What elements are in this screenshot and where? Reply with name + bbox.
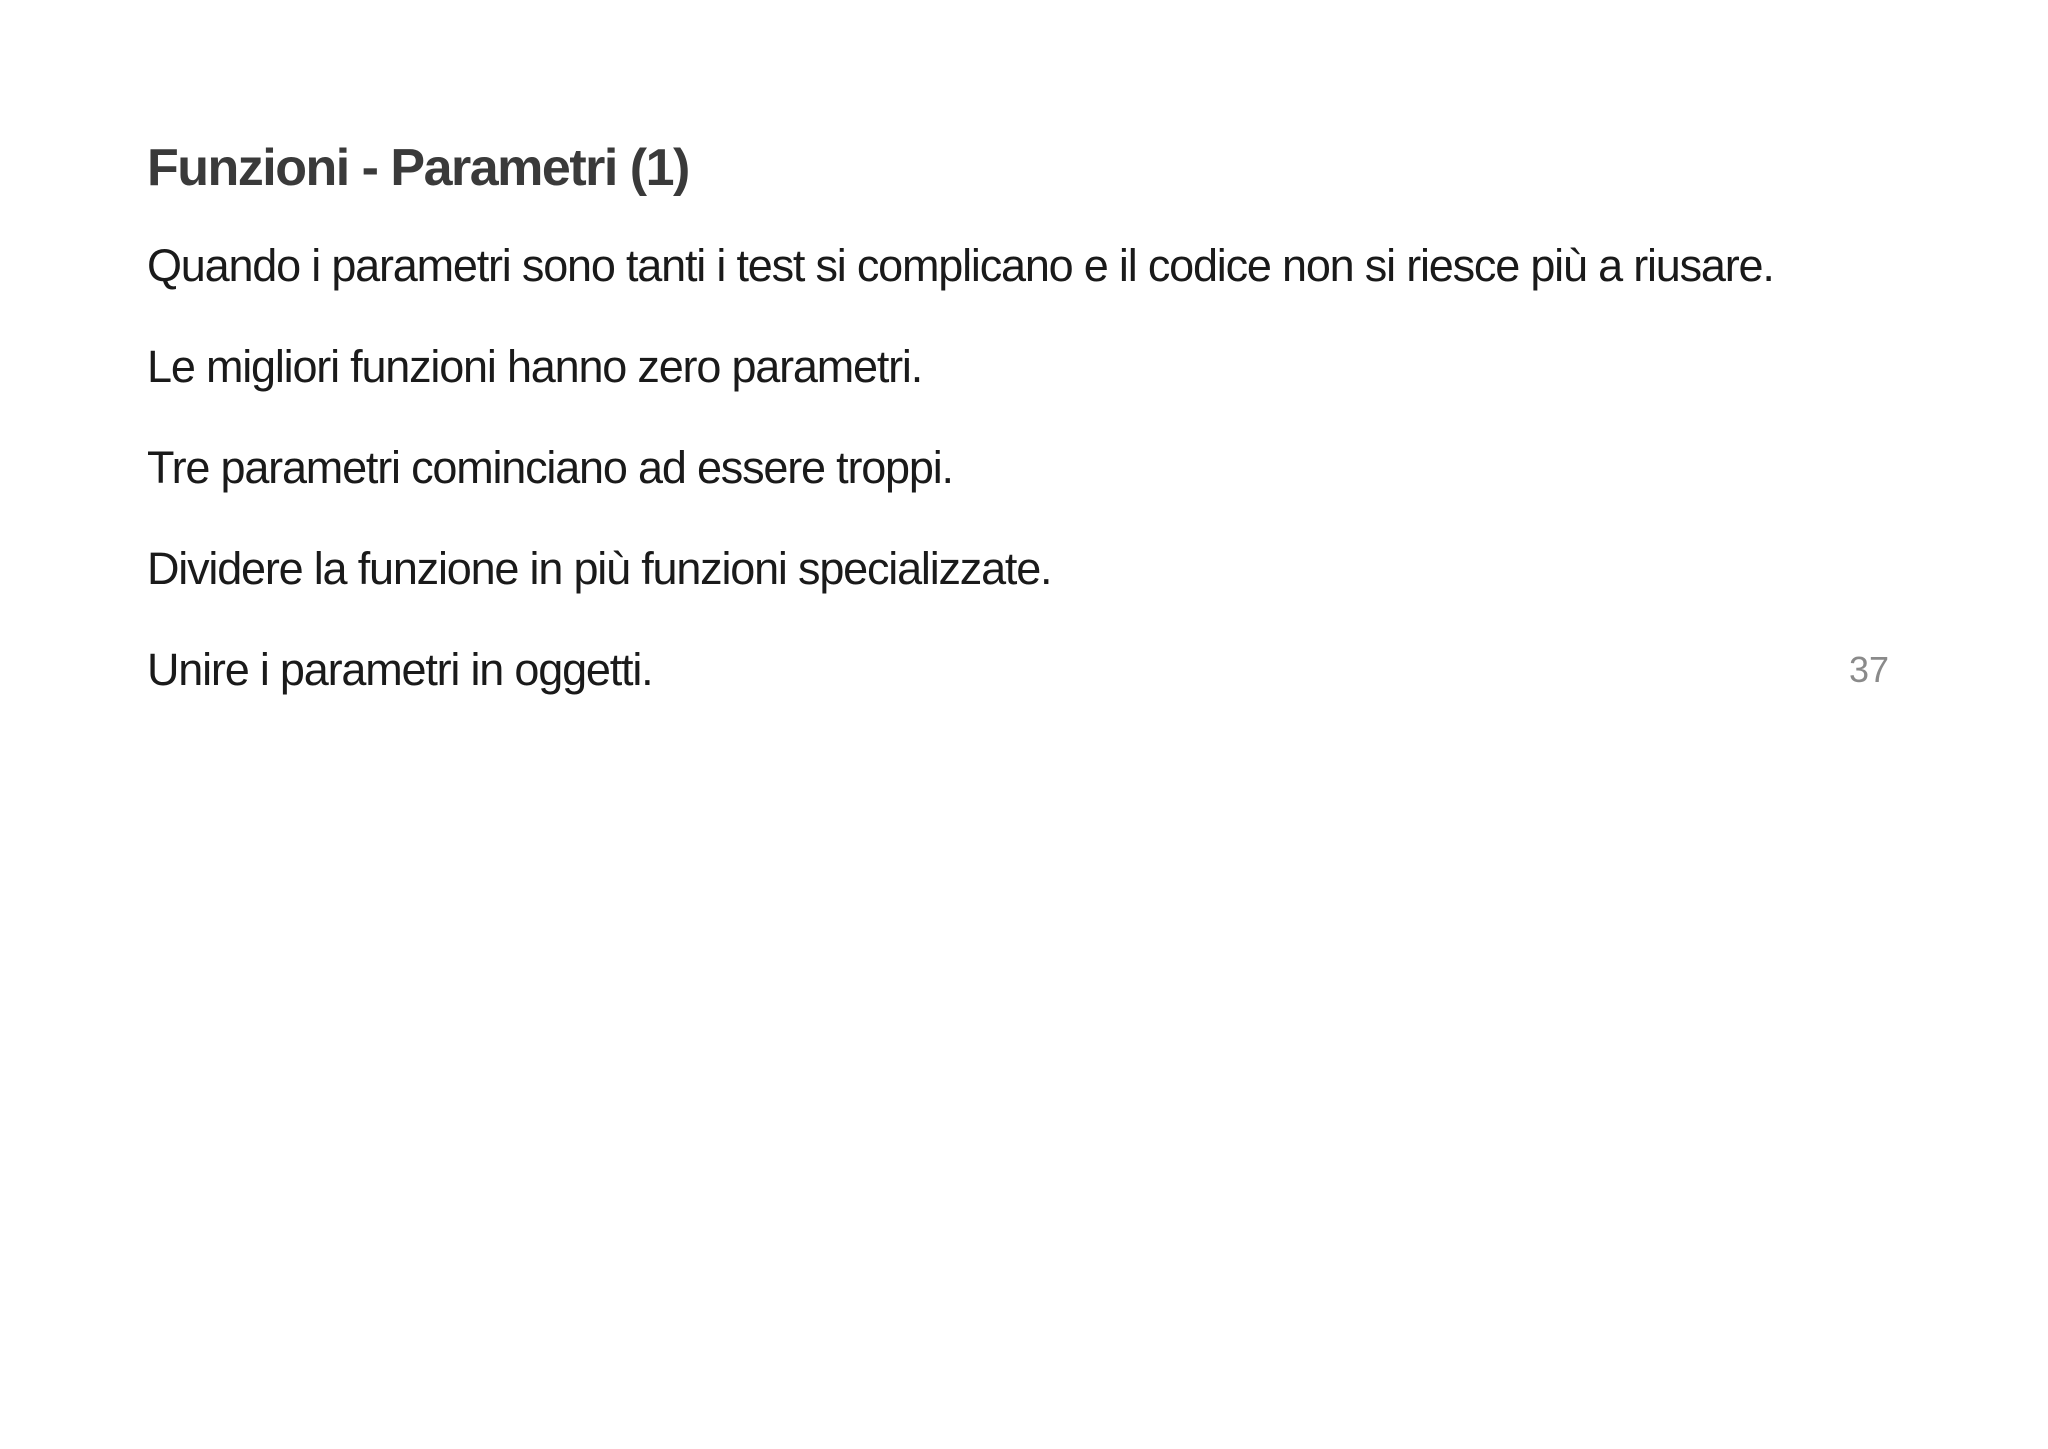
slide-text-line: Dividere la funzione in più funzioni specializzate. (147, 543, 1052, 594)
slide-text-line: Tre parametri cominciano ad essere troppi. (147, 442, 953, 493)
page-number: 37 (1848, 649, 1889, 690)
slide-text-line: Unire i parametri in oggetti. (147, 644, 653, 695)
slide-text-line: Le migliori funzioni hanno zero parametri. (147, 341, 923, 392)
slide-title: Funzioni - Parametri (1) (147, 139, 689, 197)
slide-text-line: Quando i parametri sono tanti i test si complicano e il codice non si riesce più a riusare. (147, 240, 1774, 291)
